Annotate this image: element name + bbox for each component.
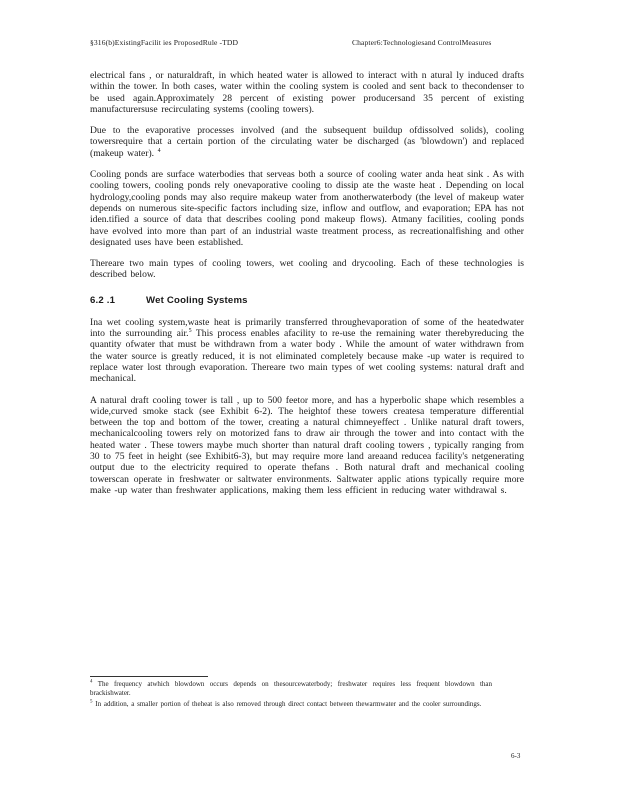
running-header-left: §316(b)ExistingFacilit ies ProposedRule -TDD (90, 38, 239, 47)
paragraph-natural-draft (90, 395, 524, 497)
body-content (90, 70, 524, 506)
paragraph-text: Ina wet cooling system,waste heat is primarily transferred throughevaporation of some of the heatedwater into the surrounding air. (90, 316, 524, 340)
paragraph-text: Cooling ponds are surface waterbodies that serveas both a source of cooling water anda heat sink . As with cooling towers, cooling ponds rely onevaporative cooling to dissip ate the waste heat . Depending on local hydrology,cooling ponds may also require makeup water from anotherwaterbody (the level of makeup water depends on numerous site-specific factors including size, inflow and outflow, and evaporation; EPA has not iden.tified a source of data that describes cooling pond makeup flows). Atmany facilities, cooling ponds have evolved into more than part of an industrial waste treatment process, as recreationalfishing and other designated uses have been established. (90, 169, 524, 248)
footnote-text: The frequency atwhich blowdown occurs depends on thesourcewaterbody; freshwater requires less frequent blowdown than brackishwater. (90, 680, 492, 697)
footnote-number: 4 (90, 679, 93, 685)
paragraph-text: Due to the evaporative processes involved (and the subsequent buildup ofdissolved solids), cooling towersrequire that a certain portion of the circulating water be discharged (as 'blowdown') and replaced (makeup water). (90, 125, 524, 159)
paragraph-wet-cooling (90, 317, 524, 385)
paragraph-continuation (90, 70, 524, 115)
footnote-ref-5[interactable]: 5 (188, 327, 192, 334)
section-title: Wet Cooling Systems (146, 294, 248, 306)
paragraph-cooling-ponds (90, 169, 524, 248)
paragraph-text: A natural draft cooling tower is tall , up to 500 feetor more, and has a hyperbolic shape which resembles a wide,curved smoke stack (see Exhibit 6-2). The heightof these towers createsa temperature differential between the top and bottom of the tower, creating a natural chimneyeffect . Unlike natural draft towers, mechanicalcooling towers rely on motorized fans to draw air through the tower and into contact with the heated water . These towers maybe much shorter than natural draft cooling towers , typically ranging from 30 to 75 feet in height (see Exhibit6-3), but may require more land areaand reducea facility's netgenerating output due to the electricity required to operate thefans . Both natural draft and mechanical cooling towerscan operate in freshwater or saltwater environments. Saltwater applic ations typically require more make -up water than freshwater applications, making them less efficient in reducing water withdrawal s. (90, 394, 524, 496)
section-heading (90, 295, 524, 306)
footnote-5 (90, 700, 492, 709)
paragraph-text: electrical fans , or naturaldraft, in which heated water is allowed to interact with n atural ly induced drafts within the tower. In both cases, water within the cooling system is cooled and sent back to thecondenser to be used again.Approximately 28 percent of existing power producersand 35 percent of existing manufacturersuse recirculating systems (cooling towers). (90, 70, 524, 115)
footnote-4 (90, 680, 492, 698)
paragraph-text: This process enables afacility to re-use the remaining water therebyreducing the quantity ofwater that must be withdrawn from a water body . While the amount of water withdrawn from the water source is greatly reduced, it is not eliminated completely because make -up water is required to replace water lost through evaporation. Thereare two main types of wet cooling systems: natural draft and mechanical. (90, 328, 524, 385)
footnote-ref-4[interactable]: 4 (157, 147, 161, 154)
section-number: 6.2 .1 (90, 294, 116, 306)
paragraph-tower-types (90, 258, 524, 281)
page-number: 6-3 (511, 752, 521, 760)
paragraph-text: Thereare two main types of cooling towers, wet cooling and drycooling. Each of these technologies is described below. (90, 258, 524, 281)
paragraph-evaporative-processes (90, 125, 524, 159)
footnote-text: In addition, a smaller portion of theheat is also removed through direct contact between thewarmwater and the cooler surroundings. (95, 700, 482, 708)
running-header-right: Chapter6:Technologiesand ControlMeasures (352, 38, 492, 47)
footnotes (90, 680, 492, 711)
footnote-number: 5 (90, 699, 93, 705)
footnote-divider (90, 676, 208, 677)
